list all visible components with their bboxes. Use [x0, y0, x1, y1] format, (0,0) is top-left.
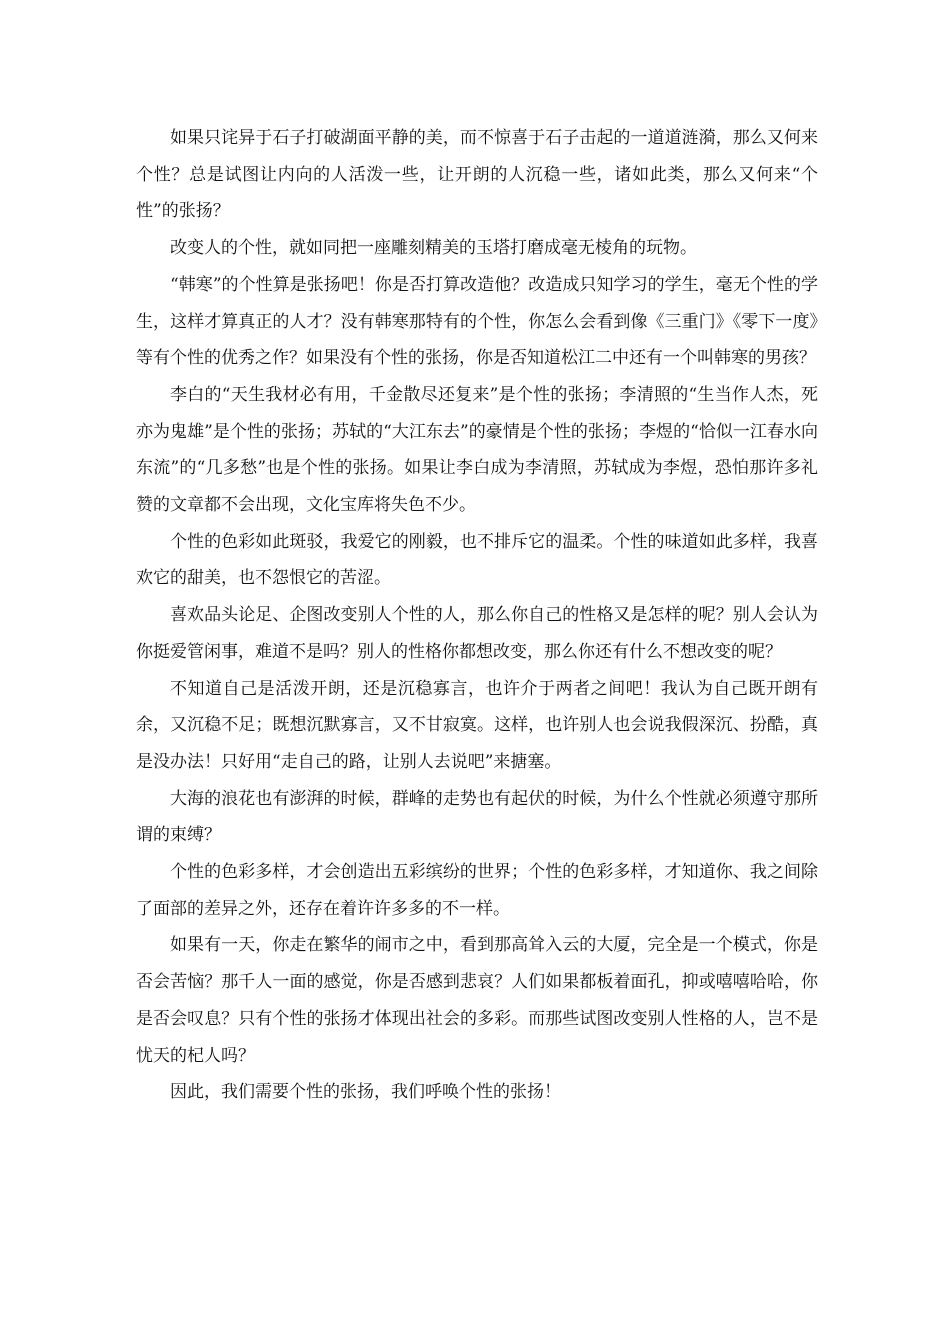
paragraph-1: 如果只诧异于石子打破湖面平静的美，而不惊喜于石子击起的一道道涟漪，那么又何来个性？总是试图让内向的人活泼一些，让开朗的人沉稳一些，诸如此类，那么又何来“个性”的张扬？: [136, 128, 818, 222]
paragraph-4: 李白的“天生我材必有用，千金散尽还复来”是个性的张扬；李清照的“生当作人杰，死亦为鬼雄”是个性的张扬；苏轼的“大江东去”的豪情是个性的张扬；李煜的“恰似一江春水向东流”的“几多愁”也是个性的张扬。如果让李白成为李清照，苏轼成为李煜，恐怕那许多礼赞的文章都不会出现，文化宝库将失色不少。: [136, 384, 818, 516]
paragraph-9: 个性的色彩多样，才会创造出五彩缤纷的世界；个性的色彩多样，才知道你、我之间除了面部的差异之外，还存在着许许多多的不一样。: [136, 862, 818, 919]
paragraph-5: 个性的色彩如此斑驳，我爱它的刚毅，也不排斥它的温柔。个性的味道如此多样，我喜欢它的甜美，也不怨恨它的苦涩。: [136, 531, 818, 589]
paragraph-3: “韩寒”的个性算是张扬吧！你是否打算改造他？改造成只知学习的学生，毫无个性的学生，这样才算真正的人才？没有韩寒那特有的个性，你怎么会看到像《三重门》《零下一度》等有个性的优秀之作？如果没有个性的张扬，你是否知道松江二中还有一个叫韩寒的男孩？: [136, 274, 818, 369]
paragraph-11: 因此，我们需要个性的张扬，我们呼唤个性的张扬！: [170, 1082, 561, 1103]
paragraph-8: 大海的浪花也有澎湃的时候，群峰的走势也有起伏的时候，为什么个性就必须遵守那所谓的束缚？: [136, 788, 818, 846]
paragraph-2: 改变人的个性，就如同把一座雕刻精美的玉塔打磨成毫无棱角的玩物。: [170, 238, 697, 259]
paragraph-7: 不知道自己是活泼开朗，还是沉稳寡言，也许介于两者之间吧！我认为自己既开朗有余，又沉稳不足；既想沉默寡言，又不甘寂寞。这样，也许别人也会说我假深沉、扮酷，真是没办法！只好用“走自己的路，让别人去说吧”来搪塞。: [136, 678, 818, 772]
paragraph-10: 如果有一天，你走在繁华的闹市之中，看到那高耸入云的大厦，完全是一个模式，你是否会苦恼？那千人一面的感觉，你是否感到悲哀？人们如果都板着面孔，抑或嘻嘻哈哈，你是否会叹息？只有个性的张扬才体现出社会的多彩。而那些试图改变别人性格的人，岂不是忧天的杞人吗？: [136, 935, 818, 1066]
document-body: [136, 120, 818, 1111]
paragraph-6: 喜欢品头论足、企图改变别人个性的人，那么你自己的性格又是怎样的呢？别人会认为你挺爱管闲事，难道不是吗？别人的性格你都想改变，那么你还有什么不想改变的呢？: [136, 605, 818, 662]
